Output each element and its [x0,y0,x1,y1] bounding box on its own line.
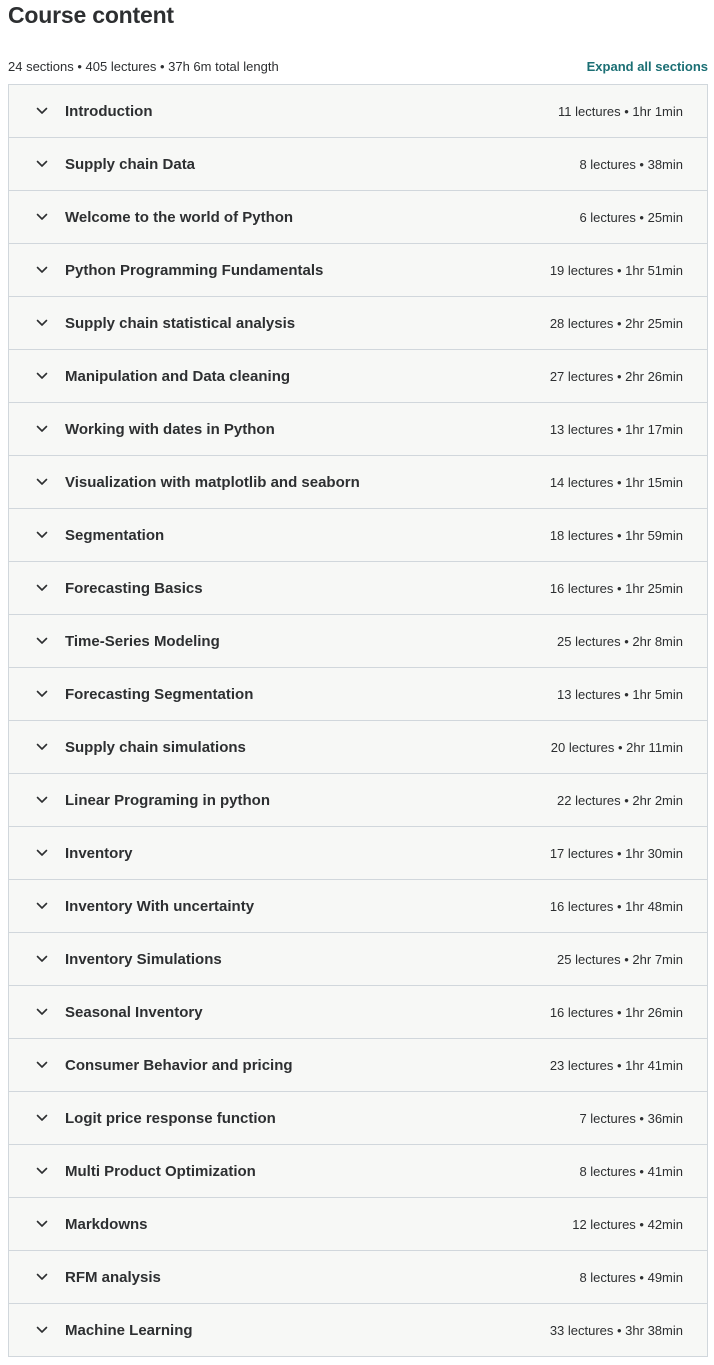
section-row[interactable] [9,243,707,296]
chevron-down-icon [9,637,65,645]
chevron-down-icon [9,1273,65,1281]
chevron-down-icon [9,796,65,804]
section-lecture-count: 23 lectures • 1hr 41min [549,1057,683,1073]
section-row[interactable] [9,1303,707,1356]
section-lecture-count: 8 lectures • 41min [579,1163,683,1179]
sections-list [8,84,708,1357]
section-row[interactable] [9,349,707,402]
section-lecture-count: 17 lectures • 1hr 30min [549,845,683,861]
section-title: Introduction [65,102,153,120]
section-title: Manipulation and Data cleaning [65,367,291,385]
chevron-down-icon [9,955,65,963]
chevron-down-icon [9,372,65,380]
chevron-down-icon [9,319,65,327]
section-title: Machine Learning [65,1321,193,1339]
section-lecture-count: 13 lectures • 1hr 5min [557,686,683,702]
section-title: Logit price response function [65,1109,276,1127]
section-lecture-count: 7 lectures • 36min [579,1110,683,1126]
section-row[interactable] [9,932,707,985]
section-row[interactable] [9,1197,707,1250]
chevron-down-icon [9,584,65,592]
chevron-down-icon [9,849,65,857]
section-title: Supply chain statistical analysis [65,314,296,332]
section-title: Linear Programing in python [65,791,271,809]
section-lecture-count: 25 lectures • 2hr 7min [557,951,683,967]
section-lecture-count: 14 lectures • 1hr 15min [549,474,683,490]
expand-all-sections-button[interactable]: Expand all sections [586,58,708,74]
section-title: RFM analysis [65,1268,161,1286]
section-lecture-count: 33 lectures • 3hr 38min [549,1322,683,1338]
chevron-down-icon [9,1008,65,1016]
chevron-down-icon [9,902,65,910]
section-title: Welcome to the world of Python [65,208,294,226]
section-row[interactable] [9,561,707,614]
chevron-down-icon [9,1114,65,1122]
section-row[interactable] [9,720,707,773]
chevron-down-icon [9,1167,65,1175]
section-row[interactable] [9,296,707,349]
section-row[interactable] [9,773,707,826]
section-row[interactable] [9,1038,707,1091]
section-row[interactable] [9,508,707,561]
section-row[interactable] [9,1250,707,1303]
chevron-down-icon [9,213,65,221]
section-title: Consumer Behavior and pricing [65,1056,293,1074]
section-row[interactable] [9,1091,707,1144]
section-lecture-count: 16 lectures • 1hr 25min [549,580,683,596]
section-title: Segmentation [65,526,165,544]
chevron-down-icon [9,531,65,539]
section-lecture-count: 27 lectures • 2hr 26min [549,368,683,384]
section-lecture-count: 28 lectures • 2hr 25min [549,315,683,331]
section-lecture-count: 19 lectures • 1hr 51min [549,262,683,278]
section-title: Forecasting Segmentation [65,685,254,703]
chevron-down-icon [9,690,65,698]
chevron-down-icon [9,478,65,486]
section-lecture-count: 20 lectures • 2hr 11min [550,739,683,755]
section-row[interactable] [9,190,707,243]
section-row[interactable] [9,137,707,190]
chevron-down-icon [9,1061,65,1069]
section-row[interactable] [9,667,707,720]
course-summary-row [8,57,708,75]
section-lecture-count: 8 lectures • 38min [579,156,683,172]
section-title: Forecasting Basics [65,579,203,597]
section-lecture-count: 11 lectures • 1hr 1min [558,103,683,119]
chevron-down-icon [9,1220,65,1228]
section-lecture-count: 22 lectures • 2hr 2min [557,792,683,808]
section-row[interactable] [9,455,707,508]
section-lecture-count: 6 lectures • 25min [579,209,683,225]
section-lecture-count: 16 lectures • 1hr 26min [549,1004,683,1020]
section-title: Supply chain Data [65,155,196,173]
section-title: Visualization with matplotlib and seaborn [65,473,360,491]
section-title: Inventory With uncertainty [65,897,255,915]
section-row[interactable] [9,826,707,879]
section-lecture-count: 12 lectures • 42min [572,1216,683,1232]
page-title: Course content [8,2,174,28]
section-row[interactable] [9,879,707,932]
section-title: Seasonal Inventory [65,1003,203,1021]
chevron-down-icon [9,1326,65,1334]
section-title: Python Programming Fundamentals [65,261,324,279]
section-title: Supply chain simulations [65,738,246,756]
section-row[interactable] [9,402,707,455]
section-lecture-count: 16 lectures • 1hr 48min [549,898,683,914]
chevron-down-icon [9,160,65,168]
section-row[interactable] [9,85,707,137]
section-lecture-count: 25 lectures • 2hr 8min [557,633,683,649]
section-row[interactable] [9,614,707,667]
chevron-down-icon [9,743,65,751]
section-lecture-count: 13 lectures • 1hr 17min [549,421,683,437]
section-title: Inventory Simulations [65,950,222,968]
chevron-down-icon [9,425,65,433]
section-row[interactable] [9,985,707,1038]
course-summary: 24 sections • 405 lectures • 37h 6m total length [8,58,279,74]
chevron-down-icon [9,107,65,115]
section-title: Markdowns [65,1215,148,1233]
section-title: Inventory [65,844,133,862]
section-lecture-count: 8 lectures • 49min [579,1269,683,1285]
chevron-down-icon [9,266,65,274]
section-title: Time-Series Modeling [65,632,220,650]
section-row[interactable] [9,1144,707,1197]
section-lecture-count: 18 lectures • 1hr 59min [549,527,683,543]
section-title: Multi Product Optimization [65,1162,256,1180]
section-title: Working with dates in Python [65,420,275,438]
